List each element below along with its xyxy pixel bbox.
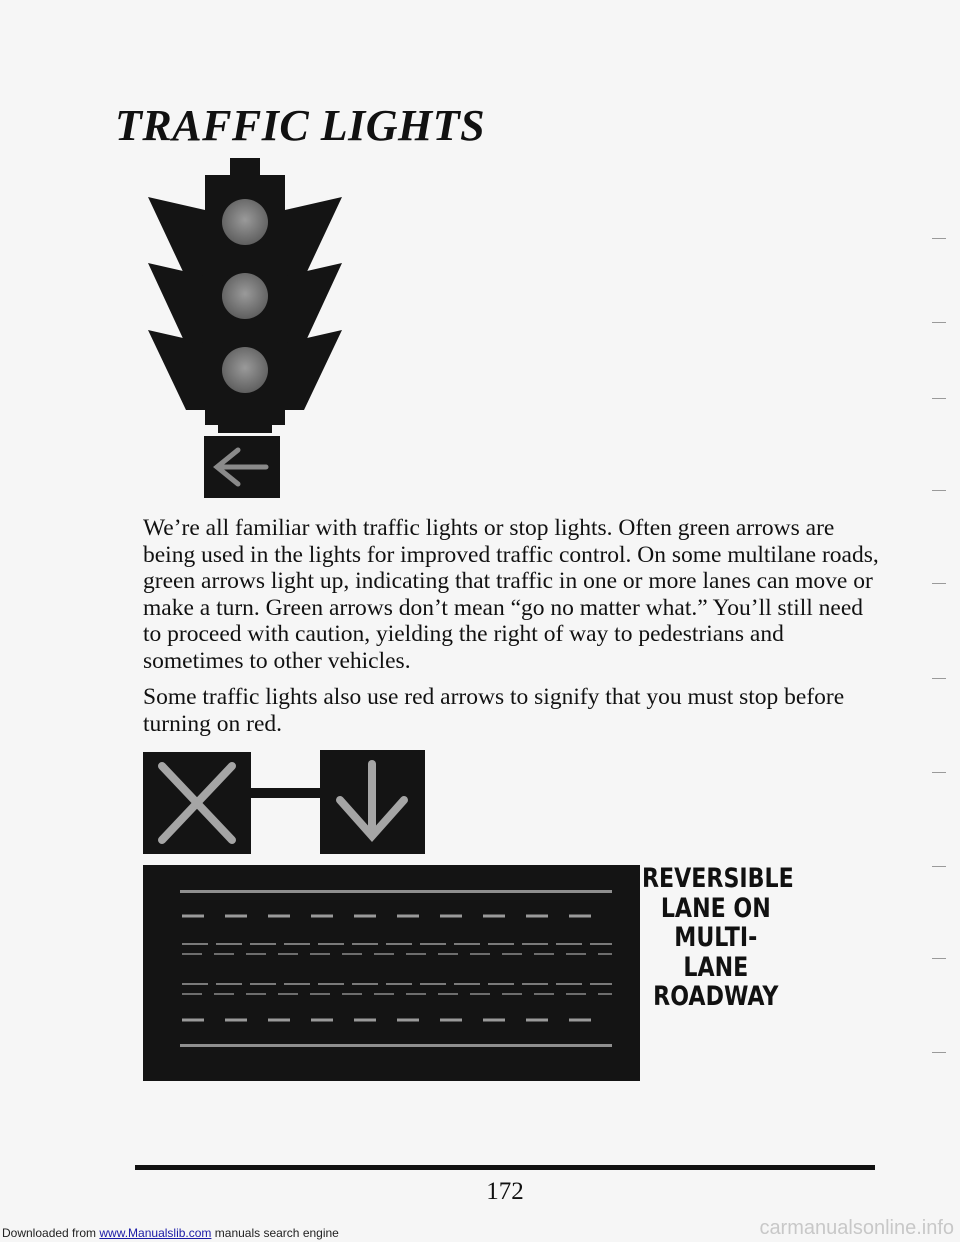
margin-tick (932, 866, 946, 867)
margin-tick (932, 583, 946, 584)
middle-lens (222, 273, 268, 319)
traffic-light-icon (140, 155, 350, 505)
red-arrow-paragraph: Some traffic lights also use red arrows to signify that you must stop before turning on red. (143, 684, 845, 737)
lane-control-signals (140, 748, 430, 858)
margin-tick (932, 238, 946, 239)
margin-tick (932, 322, 946, 323)
top-lens (222, 199, 268, 245)
reversible-lane-diagram (140, 862, 645, 1084)
margin-tick (932, 678, 946, 679)
caption-line: MULTI- (674, 922, 758, 953)
margin-tick (932, 772, 946, 773)
margin-tick (932, 398, 946, 399)
watermark: carmanualsonline.info (759, 1217, 954, 1239)
margin-tick (932, 1052, 946, 1053)
margin-tick (932, 958, 946, 959)
caption-line: LANE (683, 951, 749, 983)
manualslib-link[interactable]: www.Manualslib.com (99, 1226, 212, 1240)
caption-line: REVERSIBLE (642, 863, 794, 894)
bottom-lens (222, 347, 268, 393)
page-title: TRAFFIC LIGHTS (115, 101, 486, 150)
footer-suffix: manuals search engine (211, 1226, 339, 1240)
download-footer (2, 1226, 339, 1240)
caption-line: ROADWAY (653, 981, 779, 1012)
page-rule (135, 1165, 875, 1170)
margin-tick (932, 490, 946, 491)
intro-paragraph: We’re all familiar with traffic lights or stop lights. Often green arrows are being used in the lights for improved traffic control. On some multilane roads, green arrows light up, indicating that traffic in one or more lanes can move or make a turn. Green arrows don’t mean “go no matter what.” You’ll still need to proceed with caution, yielding the right of way to pedestrians and sometimes to other vehicles. (143, 515, 879, 674)
caption-line: LANE ON (660, 892, 771, 924)
page-number: 172 (486, 1178, 524, 1205)
footer-prefix: Downloaded from (2, 1226, 100, 1240)
reversible-lane-caption (642, 863, 794, 1012)
